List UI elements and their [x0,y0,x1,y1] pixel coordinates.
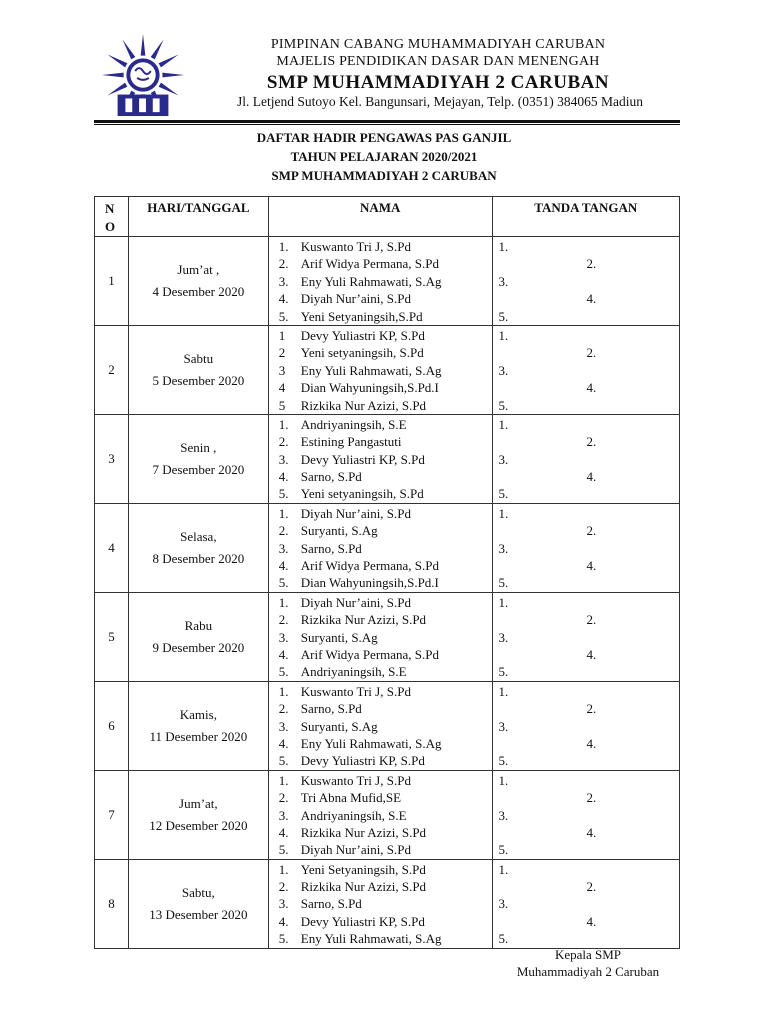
row-number: 7 [95,770,129,859]
proctor-entry [279,327,492,344]
signature-cell [492,592,679,681]
day-label: Kamis, [179,706,217,722]
signature-slot-number: 2. [586,256,597,272]
proctor-entry [279,362,492,379]
signature-slot [499,735,679,752]
proctor-number: 3. [278,540,289,556]
signature-slot [499,752,679,769]
document-title [0,128,768,185]
signature-slot-number: 1. [498,683,509,699]
signature-slot-number: 3. [498,807,509,823]
signature-slot-number: 4. [586,291,597,307]
school-address: Jl. Letjend Sutoyo Kel. Bangunsari, Mejayan, Telp. (0351) 384065 Madiun [237,94,643,109]
signature-slot [499,308,679,325]
proctor-entry [279,433,492,450]
proctor-name: Rizkika Nur Azizi, S.Pd [300,879,427,895]
proctor-name: Yeni Setyaningsih,S.Pd [300,308,423,324]
day-date-cell [128,503,268,592]
signature-slot [499,485,679,502]
signature-slot [499,379,679,396]
proctor-number: 1. [278,239,289,254]
council-name: MAJELIS PENDIDIKAN DASAR DAN MENENGAH [276,54,600,69]
signature-slot [499,629,679,646]
proctor-entry [279,735,492,752]
proctor-entry [279,861,492,878]
proctor-entry [279,772,492,789]
signature-slot-number: 2. [586,879,597,895]
proctor-number: 4. [278,469,289,485]
signature-slot [499,327,679,344]
proctor-name: Devy Yuliastri KP, S.Pd [300,913,425,929]
proctor-entry [279,485,492,502]
signature-title: Kepala SMP [554,947,622,962]
signature-slot [499,416,679,433]
proctor-name: Arif Widya Permana, S.Pd [300,558,440,574]
day-date-cell [128,770,268,859]
proctor-number: 1 [278,327,286,343]
proctor-number: 2. [278,523,289,539]
signature-slot-number: 3. [498,362,509,378]
proctor-number: 5. [278,486,289,502]
proctor-entry [279,594,492,611]
signature-cell [492,770,679,859]
signature-slot [499,433,679,450]
proctor-entry [279,718,492,735]
proctor-entry [279,700,492,717]
day-label: Rabu [184,617,213,633]
proctor-names-cell [268,237,492,326]
signature-slot [499,772,679,789]
proctor-number: 4. [278,646,289,662]
proctor-number: 3. [278,718,289,734]
signature-cell [492,414,679,503]
signature-slot-number: 3. [498,540,509,556]
proctor-number: 3. [278,896,289,912]
proctor-entry [279,505,492,522]
day-date-cell [128,414,268,503]
table-row [95,859,680,948]
proctor-name: Rizkika Nur Azizi, S.Pd [300,824,427,840]
day-date-cell [128,237,268,326]
day-label: Sabtu, [181,884,215,900]
proctor-name: Eny Yuli Rahmawati, S.Ag [300,273,442,289]
proctor-number: 1. [278,772,289,788]
signature-slot-number: 5. [498,397,509,413]
day-label: Sabtu [183,350,214,366]
proctor-entry [279,238,492,255]
proctor-names-cell [268,681,492,770]
date-label: 5 Desember 2020 [152,372,245,388]
proctor-name: Diyah Nur’aini, S.Pd [300,291,412,307]
signature-slot [499,574,679,591]
proctor-number: 4. [278,913,289,929]
letterhead [0,0,768,130]
proctor-number: 5 [278,397,286,413]
proctor-number: 2. [278,434,289,450]
signature-slot [499,468,679,485]
proctor-names-cell [268,770,492,859]
proctor-name: Sarno, S.Pd [300,540,362,556]
signature-slot-number: 3. [498,273,509,289]
proctor-name: Dian Wahyuningsih,S.Pd.I [300,575,439,591]
signature-slot-number: 4. [586,824,597,840]
day-date-cell [128,681,268,770]
proctor-name: Yeni Setyaningsih, S.Pd [300,861,426,877]
day-label: Jum’at, [179,795,218,811]
signature-slot [499,594,679,611]
proctor-name: Arif Widya Permana, S.Pd [300,256,440,272]
table-header-row [95,197,680,237]
signature-slot-number: 4. [586,913,597,929]
signature-slot-number: 1. [498,327,509,343]
date-label: 8 Desember 2020 [152,550,245,566]
proctor-name: Diyah Nur’aini, S.Pd [300,842,412,858]
proctor-entry [279,379,492,396]
signature-slot [499,273,679,290]
date-label: 12 Desember 2020 [149,817,248,833]
proctor-number: 1. [278,416,289,432]
proctor-name: Devy Yuliastri KP, S.Pd [300,327,425,343]
proctor-entry [279,752,492,769]
table-body [95,237,680,949]
proctor-entry [279,416,492,433]
signature-slot [499,663,679,680]
signature-slot [499,913,679,930]
header-name: NAMA [268,197,492,237]
proctor-number: 3 [278,362,286,378]
proctor-name: Kuswanto Tri J, S.Pd [300,683,411,699]
signature-slot [499,540,679,557]
proctor-names-cell [268,325,492,414]
proctor-name: Rizkika Nur Azizi, S.Pd [300,397,427,413]
proctor-number: 2. [278,256,289,272]
proctor-number: 3. [278,451,289,467]
proctor-number: 3. [278,807,289,823]
day-label: Selasa, [180,528,217,544]
proctor-name: Sarno, S.Pd [300,896,362,912]
proctor-name: Andriyaningsih, S.E [300,664,407,680]
row-number: 2 [95,325,129,414]
row-number: 3 [95,414,129,503]
proctor-names-cell [268,414,492,503]
day-date-cell [128,859,268,948]
signature-slot [499,238,679,255]
table-row [95,592,680,681]
table-row [95,503,680,592]
proctor-entry [279,255,492,272]
proctor-number: 5. [278,931,289,947]
proctor-number: 4. [278,558,289,574]
proctor-entry [279,789,492,806]
proctor-name: Sarno, S.Pd [300,469,362,485]
proctor-name: Estining Pangastuti [300,434,402,450]
proctor-entry [279,878,492,895]
proctor-names-cell [268,503,492,592]
signature-slot-number: 2. [586,790,597,806]
proctor-number: 1. [278,683,289,699]
proctor-name: Yeni setyaningsih, S.Pd [300,345,424,361]
proctor-entry [279,646,492,663]
signature-cell [492,859,679,948]
proctor-name: Diyah Nur’aini, S.Pd [300,594,412,610]
proctor-name: Suryanti, S.Ag [300,629,378,645]
signature-slot-number: 3. [498,451,509,467]
signature-slot-number: 4. [586,735,597,751]
signature-slot-number: 1. [498,861,509,877]
signature-slot [499,683,679,700]
signature-slot [499,522,679,539]
signature-slot-number: 5. [498,308,509,324]
proctor-entry [279,895,492,912]
header-no: N O [95,197,129,237]
proctor-name: Tri Abna Mufid,SE [300,790,402,806]
proctor-number: 2. [278,790,289,806]
proctor-entry [279,344,492,361]
proctor-entry [279,397,492,414]
proctor-number: 2. [278,612,289,628]
proctor-number: 3. [278,273,289,289]
day-label: Jum’at , [177,261,220,277]
signature-slot-number: 2. [586,523,597,539]
proctor-name: Devy Yuliastri KP, S.Pd [300,451,425,467]
title-line-1: DAFTAR HADIR PENGAWAS PAS GANJIL [256,130,512,145]
signature-slot [499,878,679,895]
muhammadiyah-sun-logo-icon [94,32,192,118]
signature-slot-number: 2. [586,701,597,717]
proctor-number: 1. [278,594,289,610]
signature-cell [492,681,679,770]
proctor-entry [279,913,492,930]
school-name: SMP MUHAMMADIYAH 2 CARUBAN [266,72,610,93]
signature-slot-number: 1. [498,416,509,432]
proctor-entry [279,290,492,307]
signature-slot [499,505,679,522]
signature-slot [499,700,679,717]
signature-slot-number: 1. [498,772,509,788]
signature-school: Muhammadiyah 2 Caruban [516,964,660,979]
table-row [95,681,680,770]
proctor-name: Devy Yuliastri KP, S.Pd [300,753,425,769]
title-line-2: TAHUN PELAJARAN 2020/2021 [290,149,478,164]
signature-slot-number: 2. [586,612,597,628]
proctor-number: 2. [278,701,289,717]
signature-cell [492,503,679,592]
proctor-number: 4. [278,291,289,307]
row-number: 5 [95,592,129,681]
row-number: 6 [95,681,129,770]
date-label: 13 Desember 2020 [149,906,248,922]
signature-slot [499,789,679,806]
letterhead-text [198,36,678,95]
date-label: 7 Desember 2020 [152,461,245,477]
day-date-cell [128,325,268,414]
proctor-number: 2. [278,879,289,895]
row-number: 8 [95,859,129,948]
proctor-number: 4 [278,380,286,396]
signature-slot [499,290,679,307]
proctor-entry [279,308,492,325]
proctor-entry [279,663,492,680]
signature-slot-number: 4. [586,646,597,662]
proctor-name: Kuswanto Tri J, S.Pd [300,772,411,788]
proctor-number: 3. [278,629,289,645]
signature-slot [499,841,679,858]
proctor-name: Diyah Nur’aini, S.Pd [300,505,412,521]
letterhead-rule-thin [94,124,680,125]
signature-slot [499,807,679,824]
signature-slot-number: 1. [498,239,509,254]
attendance-table [94,196,680,949]
signature-slot-number: 4. [586,380,597,396]
proctor-number: 5. [278,575,289,591]
signature-slot [499,895,679,912]
proctor-entry [279,683,492,700]
proctor-entry [279,557,492,574]
signature-slot-number: 1. [498,505,509,521]
proctor-entry [279,824,492,841]
signature-slot [499,557,679,574]
signature-slot [499,718,679,735]
date-label: 4 Desember 2020 [152,283,245,299]
table-row [95,237,680,326]
table-row [95,414,680,503]
signature-slot [499,344,679,361]
signature-slot-number: 2. [586,345,597,361]
header-signature: TANDA TANGAN [492,197,679,237]
proctor-entry [279,451,492,468]
proctor-name: Sarno, S.Pd [300,701,362,717]
signature-slot [499,255,679,272]
proctor-entry [279,807,492,824]
signature-slot-number: 3. [498,896,509,912]
signature-slot-number: 5. [498,753,509,769]
day-label: Senin , [180,439,217,455]
signature-block [500,946,676,980]
proctor-name: Kuswanto Tri J, S.Pd [300,239,411,254]
signature-slot [499,861,679,878]
proctor-number: 4. [278,735,289,751]
date-label: 9 Desember 2020 [152,639,245,655]
proctor-name: Andriyaningsih, S.E [300,807,407,823]
org-name: PIMPINAN CABANG MUHAMMADIYAH CARUBAN [270,37,606,52]
proctor-number: 5. [278,308,289,324]
proctor-entry [279,468,492,485]
signature-slot-number: 5. [498,842,509,858]
signature-slot [499,451,679,468]
signature-slot-number: 5. [498,931,509,947]
proctor-entry [279,611,492,628]
proctor-name: Andriyaningsih, S.E [300,416,407,432]
signature-slot-number: 5. [498,575,509,591]
table-row [95,325,680,414]
proctor-name: Rizkika Nur Azizi, S.Pd [300,612,427,628]
proctor-entry [279,841,492,858]
proctor-names-cell [268,592,492,681]
signature-slot-number: 3. [498,718,509,734]
signature-slot-number: 5. [498,664,509,680]
title-line-3: SMP MUHAMMADIYAH 2 CARUBAN [271,168,497,183]
proctor-number: 2 [278,345,286,361]
letterhead-rule [94,120,680,123]
signature-slot [499,824,679,841]
proctor-entry [279,930,492,947]
proctor-name: Eny Yuli Rahmawati, S.Ag [300,735,442,751]
signature-slot [499,397,679,414]
signature-slot-number: 4. [586,558,597,574]
proctor-number: 4. [278,824,289,840]
proctor-entry [279,629,492,646]
proctor-number: 5. [278,753,289,769]
signature-slot [499,611,679,628]
proctor-name: Eny Yuli Rahmawati, S.Ag [300,362,442,378]
row-number: 1 [95,237,129,326]
signature-slot-number: 2. [586,434,597,450]
proctor-number: 5. [278,842,289,858]
proctor-number: 5. [278,664,289,680]
day-date-cell [128,592,268,681]
proctor-name: Yeni setyaningsih, S.Pd [300,486,424,502]
proctor-name: Suryanti, S.Ag [300,718,378,734]
proctor-number: 1. [278,505,289,521]
proctor-name: Dian Wahyuningsih,S.Pd.I [300,380,439,396]
signature-slot-number: 1. [498,594,509,610]
proctor-names-cell [268,859,492,948]
proctor-entry [279,540,492,557]
signature-cell [492,325,679,414]
signature-slot-number: 5. [498,486,509,502]
signature-slot [499,646,679,663]
signature-cell [492,237,679,326]
proctor-number: 1. [278,861,289,877]
signature-slot-number: 3. [498,629,509,645]
header-day: HARI/TANGGAL [128,197,268,237]
proctor-name: Eny Yuli Rahmawati, S.Ag [300,931,442,947]
row-number: 4 [95,503,129,592]
proctor-name: Arif Widya Permana, S.Pd [300,646,440,662]
proctor-name: Suryanti, S.Ag [300,523,378,539]
proctor-entry [279,273,492,290]
proctor-entry [279,522,492,539]
signature-slot-number: 4. [586,469,597,485]
table-row [95,770,680,859]
signature-slot [499,362,679,379]
date-label: 11 Desember 2020 [149,728,248,744]
proctor-entry [279,574,492,591]
